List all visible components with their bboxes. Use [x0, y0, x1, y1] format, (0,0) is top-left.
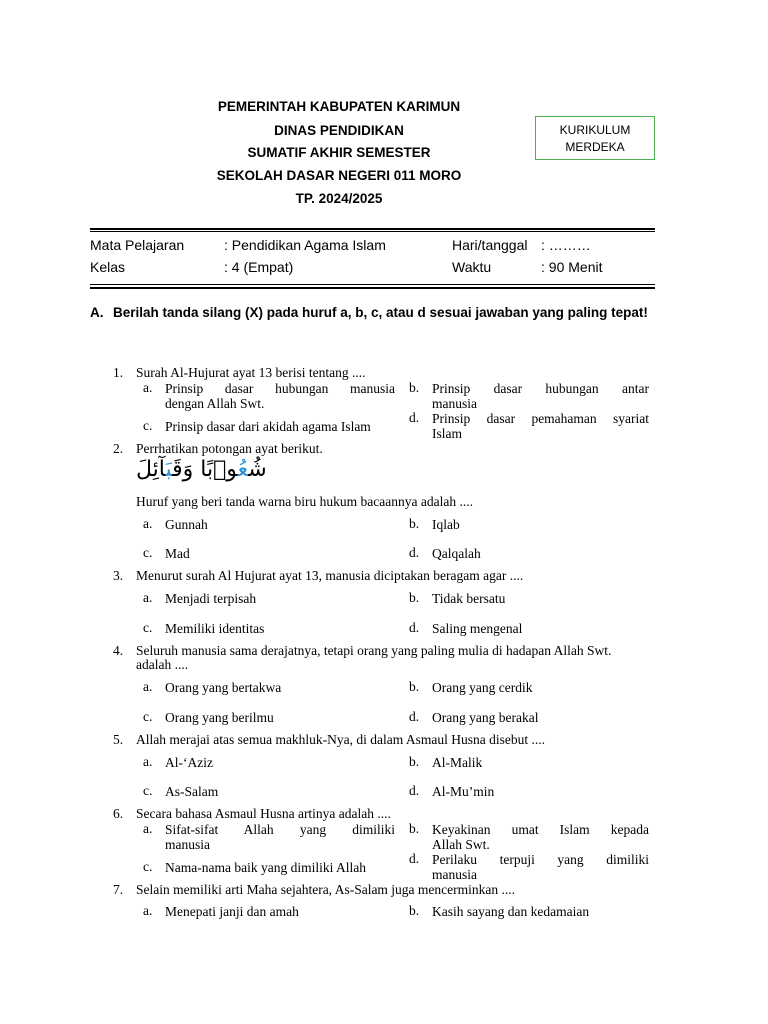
question-number: 5.: [113, 732, 124, 747]
option-b-text: Kasih sayang dan kedamaian: [432, 904, 590, 919]
question-text: Secara bahasa Asmaul Husna artinya adalah ....: [136, 806, 391, 821]
option-a-text: Orang yang bertakwa: [165, 680, 282, 695]
option-d-line2: Islam: [432, 426, 462, 441]
question-number: 6.: [113, 806, 124, 821]
option-label-b: b.: [409, 903, 420, 918]
header-school-year: TP. 2024/2025: [295, 191, 383, 206]
option-d-line2: manusia: [432, 867, 477, 882]
option-a-line1: Sifat-sifat Allah yang dimiliki: [165, 822, 395, 837]
header-government: PEMERINTAH KABUPATEN KARIMUN: [217, 99, 461, 114]
option-label-d: d.: [409, 545, 420, 560]
question-number: 4.: [113, 643, 124, 658]
option-label-a: a.: [143, 590, 153, 605]
day-value: : ………: [541, 237, 591, 253]
option-label-b: b.: [409, 679, 420, 694]
option-b-text: Al-Malik: [432, 755, 483, 770]
option-label-d: d.: [409, 410, 420, 425]
question-2-prompt: Huruf yang beri tanda warna biru hukum bacaannya adalah ....: [136, 494, 473, 509]
option-label-a: a.: [143, 516, 153, 531]
question-number: 2.: [113, 441, 124, 456]
option-c-text: Memiliki identitas: [165, 621, 265, 636]
option-label-b: b.: [409, 590, 420, 605]
question-text: Perrhatikan potongan ayat berikut.: [136, 441, 323, 456]
option-label-c: c.: [143, 418, 153, 433]
question-number: 1.: [113, 365, 124, 380]
option-label-c: c.: [143, 545, 153, 560]
option-label-d: d.: [409, 783, 420, 798]
option-label-b: b.: [409, 516, 420, 531]
badge-line-2: MERDEKA: [565, 140, 625, 154]
subject-value: : Pendidikan Agama Islam: [224, 237, 386, 253]
option-label-b: b.: [409, 821, 420, 836]
section-label: A.: [90, 305, 104, 320]
day-label: Hari/tanggal: [452, 237, 528, 253]
option-d-line1: Prinsip dasar pemahaman syariat: [432, 411, 649, 426]
option-label-a: a.: [143, 679, 153, 694]
option-b-text: Tidak bersatu: [432, 591, 506, 606]
question-text: Menurut surah Al Hujurat ayat 13, manusia diciptakan beragam agar ....: [136, 568, 524, 583]
option-b-line1: Keyakinan umat Islam kepada: [432, 822, 649, 837]
option-label-c: c.: [143, 620, 153, 635]
divider-top: [90, 228, 655, 230]
badge-line-1: KURIKULUM: [559, 123, 631, 137]
header-school: SEKOLAH DASAR NEGERI 011 MORO: [216, 168, 462, 183]
option-label-c: c.: [143, 859, 153, 874]
question-4-continuation: adalah ....: [136, 657, 189, 672]
option-label-a: a.: [143, 903, 153, 918]
question-text: Selain memiliki arti Maha sejahtera, As-Salam juga mencerminkan ....: [136, 882, 516, 897]
option-d-text: Qalqalah: [432, 546, 481, 561]
header-department: DINAS PENDIDIKAN: [274, 123, 404, 138]
divider-top-thin: [90, 231, 655, 232]
class-value: : 4 (Empat): [224, 259, 294, 275]
question-text: Seluruh manusia sama derajatnya, tetapi orang yang paling mulia di hadapan Allah Swt.: [136, 643, 612, 658]
option-c-text: Nama-nama baik yang dimiliki Allah: [165, 860, 366, 875]
option-label-a: a.: [143, 380, 153, 395]
option-b-line1: Prinsip dasar hubungan antar: [432, 381, 649, 396]
option-a-line2: manusia: [165, 837, 210, 852]
option-a-line2: dengan Allah Swt.: [165, 396, 265, 411]
option-label-d: d.: [409, 620, 420, 635]
option-c-text: Prinsip dasar dari akidah agama Islam: [165, 419, 371, 434]
option-label-c: c.: [143, 783, 153, 798]
subject-label: Mata Pelajaran: [90, 237, 185, 253]
question-text: Surah Al-Hujurat ayat 13 berisi tentang ....: [136, 365, 366, 380]
option-label-b: b.: [409, 380, 420, 395]
option-a-text: Gunnah: [165, 517, 208, 532]
option-d-text: Saling mengenal: [432, 621, 523, 636]
time-value: : 90 Menit: [541, 259, 603, 275]
option-label-d: d.: [409, 709, 420, 724]
option-b-text: Iqlab: [432, 517, 460, 532]
option-c-text: Orang yang berilmu: [165, 710, 274, 725]
option-a-text: Menepati janji dan amah: [165, 904, 299, 919]
option-a-line1: Prinsip dasar hubungan manusia: [165, 381, 395, 396]
question-number: 3.: [113, 568, 124, 583]
option-b-line2: Allah Swt.: [432, 837, 490, 852]
option-label-a: a.: [143, 754, 153, 769]
option-a-text: Menjadi terpisah: [165, 591, 257, 606]
header-exam-title: SUMATIF AKHIR SEMESTER: [247, 145, 431, 160]
option-d-line1: Perilaku terpuji yang dimiliki: [432, 852, 649, 867]
divider-bottom-thin: [90, 284, 655, 285]
option-label-d: d.: [409, 851, 420, 866]
option-c-text: Mad: [165, 546, 190, 561]
section-text: Berilah tanda silang (X) pada huruf a, b, c, atau d sesuai jawaban yang paling tepat!: [113, 305, 648, 320]
option-label-c: c.: [143, 709, 153, 724]
option-a-text: Al-‘Aziz: [165, 755, 213, 770]
arabic-verse: شُعُوۡبًا وَقَبَآئِلَ: [136, 457, 267, 482]
option-c-text: As-Salam: [165, 784, 219, 799]
time-label: Waktu: [452, 259, 492, 275]
option-d-text: Al-Mu’min: [432, 784, 495, 799]
option-d-text: Orang yang berakal: [432, 710, 539, 725]
class-label: Kelas: [90, 259, 126, 275]
curriculum-badge: [535, 116, 655, 160]
option-b-text: Orang yang cerdik: [432, 680, 533, 695]
option-b-line2: manusia: [432, 396, 477, 411]
question-text: Allah merajai atas semua makhluk-Nya, di dalam Asmaul Husna disebut ....: [136, 732, 546, 747]
option-label-b: b.: [409, 754, 420, 769]
option-label-a: a.: [143, 821, 153, 836]
divider-bottom: [90, 287, 655, 289]
question-number: 7.: [113, 882, 124, 897]
